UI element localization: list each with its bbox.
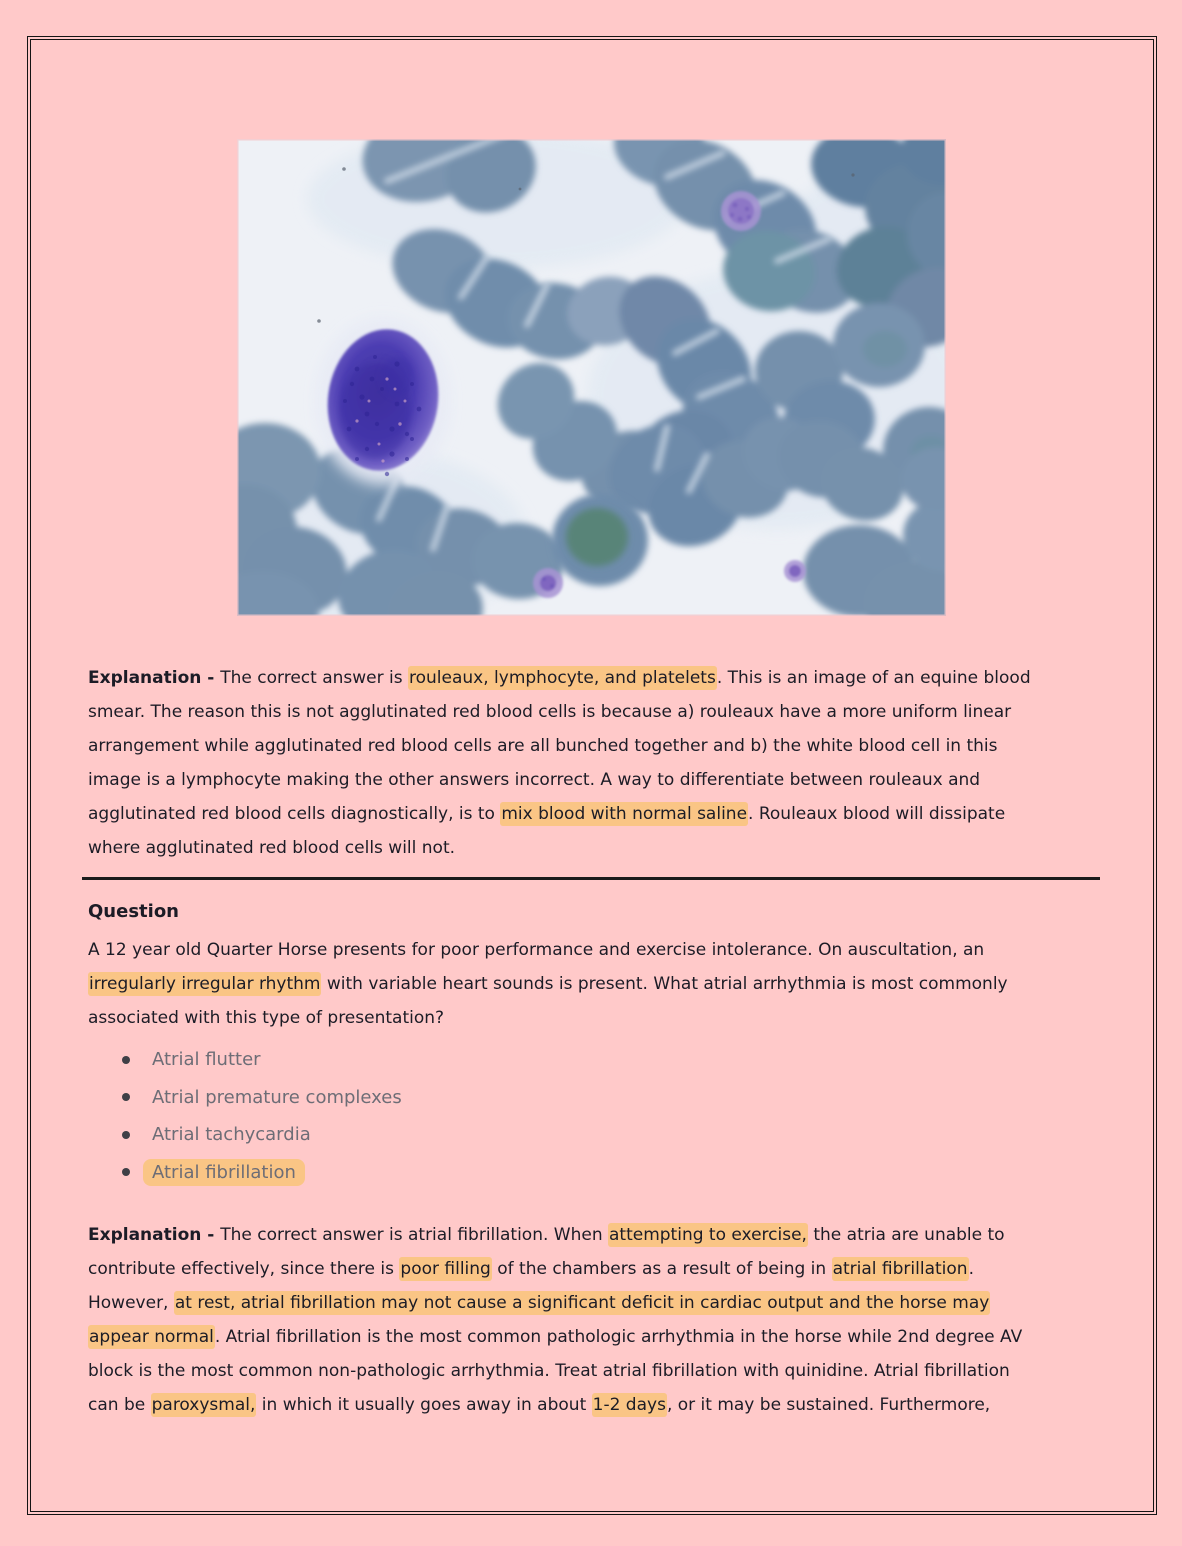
text-segment: with variable heart sounds is present. What atrial arrhythmia is most commonly bbox=[321, 974, 1008, 994]
text-line bbox=[88, 1354, 1150, 1388]
option-item bbox=[82, 1116, 1100, 1154]
question-paragraph bbox=[82, 933, 1150, 1035]
lymphocyte-cell bbox=[315, 317, 451, 485]
option-item bbox=[82, 1079, 1100, 1117]
teal-cell bbox=[552, 494, 648, 586]
text-segment: block is the most common non-pathologic arrhythmia. Treat atrial fibrillation with quinidine. Atrial fibrillation bbox=[88, 1361, 1010, 1381]
text-segment: , or it may be sustained. Furthermore, bbox=[666, 1395, 991, 1415]
section-divider bbox=[82, 877, 1100, 880]
text-line bbox=[88, 763, 1150, 797]
platelet-top bbox=[721, 191, 761, 231]
bullet-icon bbox=[122, 1056, 130, 1064]
highlighted-text: poor filling bbox=[400, 1259, 491, 1279]
text-segment: Explanation - bbox=[88, 1225, 221, 1245]
highlighted-text: attempting to exercise, bbox=[609, 1225, 807, 1245]
text-segment: . bbox=[968, 1259, 974, 1279]
explanation-1-paragraph bbox=[82, 661, 1150, 865]
platelet-bottom-left bbox=[533, 568, 563, 598]
text-line bbox=[88, 695, 1150, 729]
text-segment: of the chambers as a result of being in bbox=[491, 1259, 832, 1279]
highlighted-text: at rest, atrial fibrillation may not cause a significant deficit in cardiac output and the horse may bbox=[174, 1293, 990, 1313]
option-label: Atrial tachycardia bbox=[152, 1124, 311, 1146]
text-segment: A 12 year old Quarter Horse presents for poor performance and exercise intolerance. On auscultation, an bbox=[88, 940, 985, 960]
highlighted-text: mix blood with normal saline bbox=[501, 804, 748, 824]
platelet-bottom-right bbox=[784, 560, 806, 582]
text-line bbox=[88, 729, 1150, 763]
text-line bbox=[88, 1001, 1150, 1035]
option-label: Atrial flutter bbox=[152, 1049, 261, 1071]
bullet-icon bbox=[122, 1168, 130, 1176]
question-heading: Question bbox=[88, 901, 179, 922]
text-line bbox=[88, 1286, 1150, 1320]
bullet-icon bbox=[122, 1093, 130, 1101]
text-line bbox=[88, 661, 1150, 695]
text-segment: agglutinated red blood cells diagnostically, is to bbox=[88, 804, 501, 824]
blood-smear-image bbox=[237, 139, 946, 616]
text-segment: Explanation - bbox=[88, 668, 221, 688]
text-segment: the atria are unable to bbox=[807, 1225, 1005, 1245]
text-segment: in which it usually goes away in about bbox=[256, 1395, 592, 1415]
text-segment: contribute effectively, since there is bbox=[88, 1259, 400, 1279]
text-segment: The correct answer is bbox=[220, 668, 408, 688]
highlighted-text: paroxysmal, bbox=[151, 1395, 256, 1415]
text-line bbox=[88, 1388, 1150, 1422]
text-segment: . Rouleaux blood will dissipate bbox=[748, 804, 1006, 824]
text-segment: can be bbox=[88, 1395, 151, 1415]
answer-options-list bbox=[82, 1041, 1100, 1191]
blood-smear-figure bbox=[237, 139, 946, 616]
text-line bbox=[88, 933, 1150, 967]
text-line bbox=[88, 797, 1150, 831]
text-segment: However, bbox=[88, 1293, 174, 1313]
highlighted-text: atrial fibrillation bbox=[832, 1259, 968, 1279]
option-label-highlighted: Atrial fibrillation bbox=[143, 1159, 305, 1186]
highlighted-text: appear normal bbox=[89, 1327, 214, 1347]
option-label: Atrial premature complexes bbox=[152, 1086, 402, 1108]
option-item bbox=[82, 1154, 1100, 1192]
text-segment: . Atrial fibrillation is the most common pathologic arrhythmia in the horse while 2nd degree AV bbox=[214, 1327, 1023, 1347]
text-segment: . This is an image of an equine blood bbox=[716, 668, 1031, 688]
text-line bbox=[88, 1218, 1150, 1252]
text-segment: The correct answer is atrial fibrillation. When bbox=[220, 1225, 608, 1245]
text-segment: arrangement while agglutinated red blood cells are all bunched together and b) the white blood cell in this bbox=[88, 736, 998, 756]
text-segment: where agglutinated red blood cells will not. bbox=[88, 838, 456, 858]
text-line bbox=[88, 1252, 1150, 1286]
text-segment: image is a lymphocyte making the other answers incorrect. A way to differentiate between rouleaux and bbox=[88, 770, 981, 790]
highlighted-text: irregularly irregular rhythm bbox=[89, 974, 321, 994]
highlighted-text: rouleaux, lymphocyte, and platelets bbox=[409, 668, 716, 688]
option-item bbox=[82, 1041, 1100, 1079]
text-segment: smear. The reason this is not agglutinated red blood cells is because a) rouleaux have a more uniform linear bbox=[88, 702, 1012, 722]
bullet-icon bbox=[122, 1131, 130, 1139]
explanation-2-paragraph bbox=[82, 1218, 1150, 1422]
text-line bbox=[88, 1320, 1150, 1354]
highlighted-text: 1-2 days bbox=[592, 1395, 666, 1415]
text-segment: associated with this type of presentation? bbox=[88, 1008, 445, 1028]
text-line bbox=[88, 831, 1150, 865]
text-line bbox=[88, 967, 1150, 1001]
